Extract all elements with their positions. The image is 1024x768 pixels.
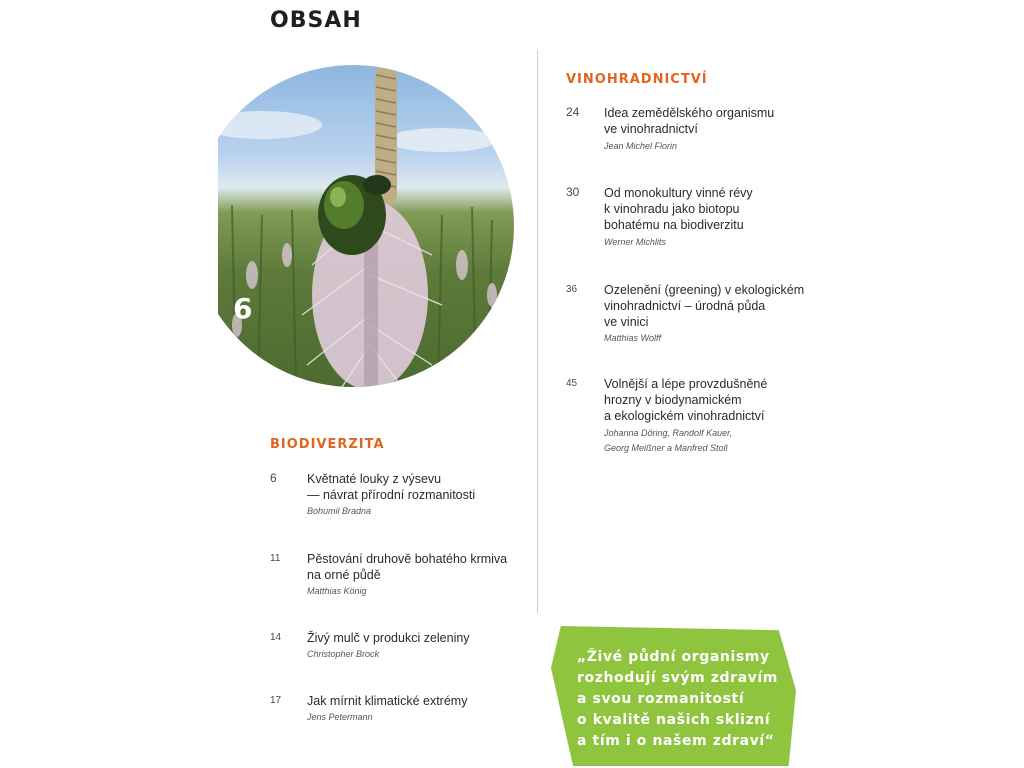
section-title-vinohradnictvi: VINOHRADNICTVÍ: [566, 72, 708, 87]
page-number: 14: [270, 632, 282, 643]
quote-text: „Živé půdní organismy rozhodují svým zdravím a svou rozmanitostí o kvalitě našich sklizní a tím i o našem zdraví“: [577, 649, 778, 749]
photo-page-number: 6: [233, 292, 253, 325]
entry-author: Bohumil Bradna: [307, 506, 372, 516]
entry-author: Christopher Brock: [307, 649, 380, 659]
page-number: 36: [566, 284, 578, 295]
page-title: OBSAH: [270, 8, 362, 33]
beetle-on-plantain-photo: [192, 65, 514, 387]
page-number: 24: [566, 105, 580, 119]
entry-title: Idea zemědělského organismu ve vinohradnictví: [604, 106, 775, 136]
entry-author: Jean Michel Florin: [604, 141, 678, 151]
entry-title: Od monokultury vinné révy k vinohradu jako biotopu bohatému na biodiverzitu: [604, 186, 753, 232]
column-divider: [537, 50, 538, 613]
entry-title: Květnaté louky z výsevu — návrat přírodní rozmanitosti: [307, 472, 476, 502]
page-number: 11: [270, 553, 281, 564]
page-number: 30: [566, 185, 580, 199]
entry-author: Werner Michlits: [604, 237, 666, 247]
page-number: 6: [270, 471, 277, 485]
entry-title: Pěstování druhově bohatého krmiva na orné půdě: [307, 552, 508, 582]
page-number: 45: [566, 378, 578, 389]
page-number: 17: [270, 695, 282, 706]
entry-author: Jens Petermann: [307, 712, 373, 722]
entry-title: Jak mírnit klimatické extrémy: [307, 694, 468, 708]
entry-title: Živý mulč v produkci zeleniny: [307, 631, 470, 645]
entry-author: Matthias Wolff: [604, 333, 662, 343]
entry-author: Matthias König: [307, 586, 367, 596]
entry-title: Ozelenění (greening) v ekologickém vinohradnictví – úrodná půda ve vinici: [604, 283, 805, 329]
section-title-biodiverzita: BIODIVERZITA: [270, 437, 385, 452]
entry-author: Johanna Döring, Randolf Kauer, Georg Meißner a Manfred Stoll: [604, 428, 733, 453]
entry-title: Volnější a lépe provzdušněné hrozny v biodynamickém a ekologickém vinohradnictví: [604, 377, 768, 423]
